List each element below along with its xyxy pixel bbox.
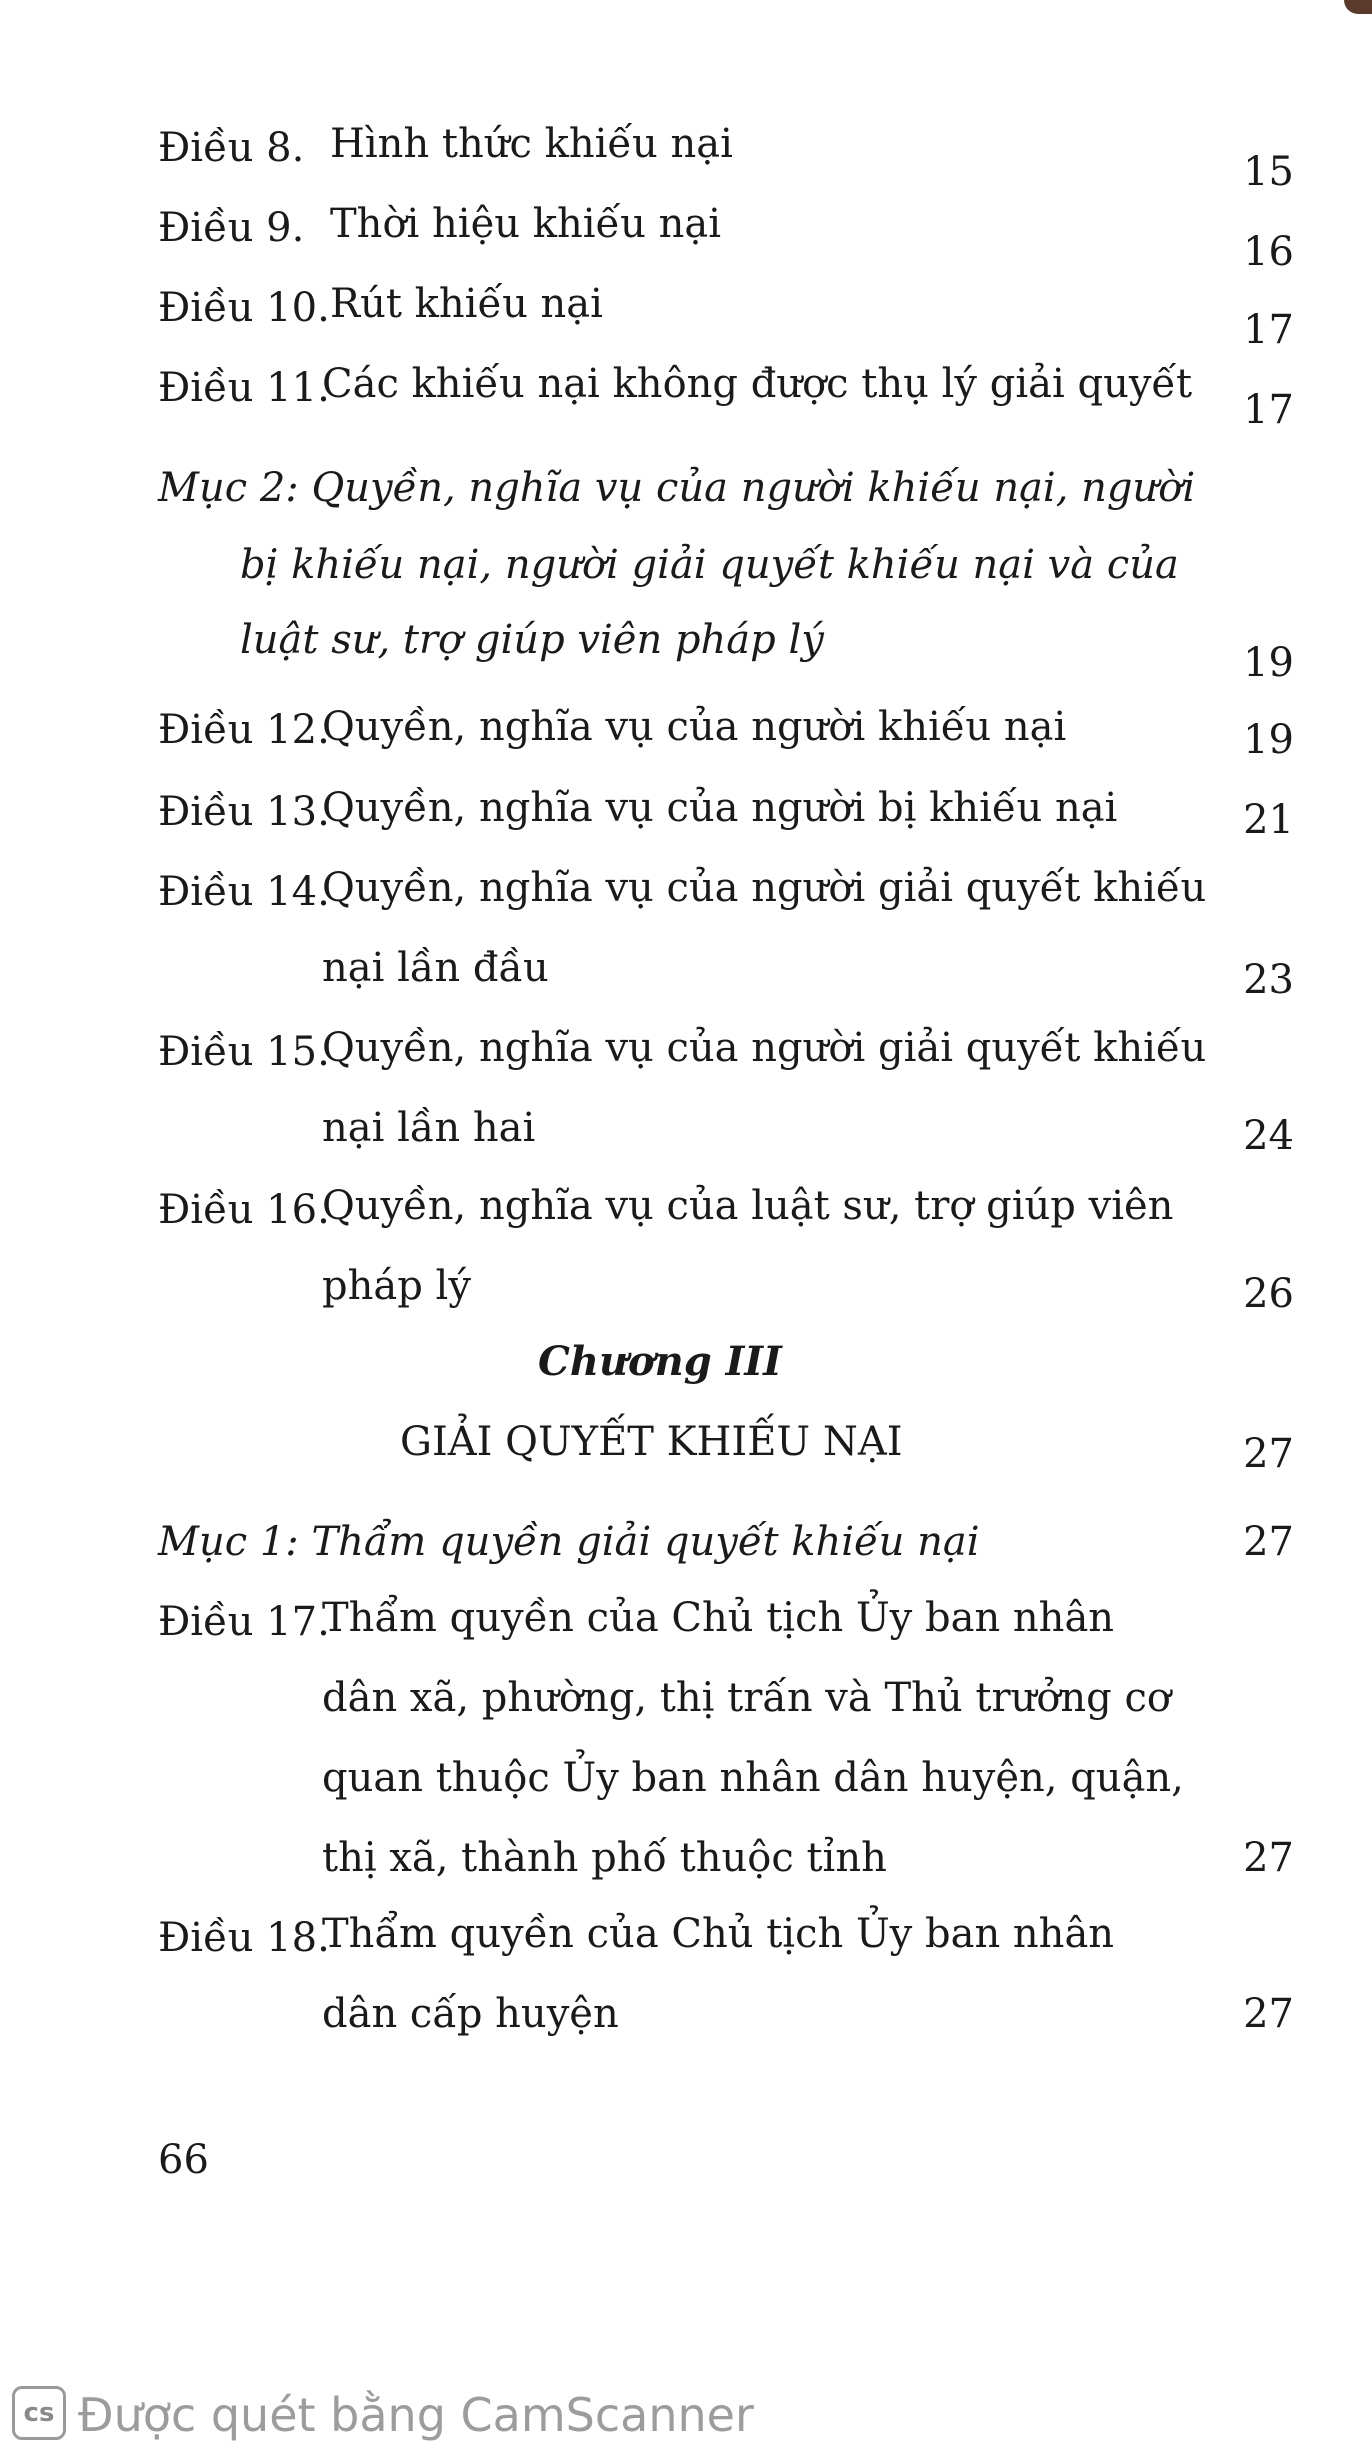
toc-entry-label: Điều 18. [158, 1915, 330, 1961]
toc-entry-title: Quyền, nghĩa vụ của người khiếu nại [322, 704, 1067, 750]
page-corner-shadow [1344, 0, 1372, 14]
toc-entry-title-line1: Thẩm quyền của Chủ tịch Ủy ban nhân [322, 1911, 1115, 1957]
toc-entry-page: 16 [1243, 229, 1294, 275]
toc-entry-label: Điều 16. [158, 1187, 330, 1233]
toc-entry-page: 15 [1243, 149, 1294, 195]
toc-entry-title: Hình thức khiếu nại [330, 121, 733, 167]
toc-entry-label: Điều 10. [158, 285, 330, 331]
toc-entry-page: 21 [1243, 797, 1294, 843]
toc-entry-page: 27 [1243, 1991, 1294, 2037]
toc-entry-title-line1: Thẩm quyền của Chủ tịch Ủy ban nhân [322, 1595, 1115, 1641]
toc-entry-page: 24 [1243, 1113, 1294, 1159]
scanner-watermark [0, 2378, 1372, 2445]
toc-entry-title-line2: dân cấp huyện [322, 1991, 619, 2037]
watermark-text: Được quét bằng CamScanner [78, 2388, 754, 2442]
toc-entry-title-line2: nại lần hai [322, 1105, 536, 1151]
toc-entry-title: Thời hiệu khiếu nại [330, 201, 722, 247]
toc-entry-title-line2: dân xã, phường, thị trấn và Thủ trưởng cơ [322, 1675, 1171, 1721]
toc-entry-label: Điều 13. [158, 789, 330, 835]
toc-entry-page: 27 [1243, 1835, 1294, 1881]
page-number: 66 [158, 2137, 209, 2183]
section-muc1: Mục 1: Thẩm quyền giải quyết khiếu nại [158, 1519, 980, 1565]
chapter-title: GIẢI QUYẾT KHIẾU NẠI [400, 1419, 903, 1465]
toc-entry-title: Rút khiếu nại [330, 281, 603, 327]
chapter-page: 27 [1243, 1431, 1294, 1477]
section-muc2-line1: Mục 2: Quyền, nghĩa vụ của người khiếu nại, người [158, 465, 1196, 511]
section-muc2-line3: luật sư, trợ giúp viên pháp lý [240, 617, 824, 663]
toc-entry-label: Điều 17. [158, 1599, 330, 1645]
toc-entry-title-line3: quan thuộc Ủy ban nhân dân huyện, quận, [322, 1755, 1184, 1801]
toc-entry-title-line1: Quyền, nghĩa vụ của người giải quyết khiếu [322, 1025, 1207, 1071]
toc-entry-label: Điều 9. [158, 205, 305, 251]
toc-entry-page: 17 [1243, 307, 1294, 353]
toc-entry-title-line2: nại lần đầu [322, 945, 549, 991]
section-muc2-line2: bị khiếu nại, người giải quyết khiếu nại và của [240, 542, 1179, 588]
toc-entry-title-line4: thị xã, thành phố thuộc tỉnh [322, 1835, 887, 1881]
toc-entry-label: Điều 12. [158, 707, 330, 753]
chapter-label: Chương III [538, 1338, 782, 1385]
toc-entry-page: 26 [1243, 1271, 1294, 1317]
toc-entry-title-line1: Quyền, nghĩa vụ của người giải quyết khiếu [322, 865, 1207, 911]
section-muc2-page: 19 [1243, 640, 1294, 686]
toc-entry-title: Các khiếu nại không được thụ lý giải quyết [322, 361, 1193, 407]
toc-entry-title-line2: pháp lý [322, 1263, 471, 1309]
toc-entry-title: Quyền, nghĩa vụ của người bị khiếu nại [322, 785, 1118, 831]
toc-entry-title-line1: Quyền, nghĩa vụ của luật sư, trợ giúp viên [322, 1183, 1174, 1229]
toc-entry-label: Điều 14. [158, 869, 330, 915]
section-muc1-page: 27 [1243, 1519, 1294, 1565]
toc-entry-page: 19 [1243, 717, 1294, 763]
camscanner-logo-icon: cs [12, 2386, 66, 2440]
toc-entry-label: Điều 11. [158, 365, 330, 411]
toc-entry-label: Điều 15. [158, 1029, 330, 1075]
toc-entry-label: Điều 8. [158, 125, 305, 171]
toc-entry-page: 17 [1243, 387, 1294, 433]
toc-entry-page: 23 [1243, 957, 1294, 1003]
